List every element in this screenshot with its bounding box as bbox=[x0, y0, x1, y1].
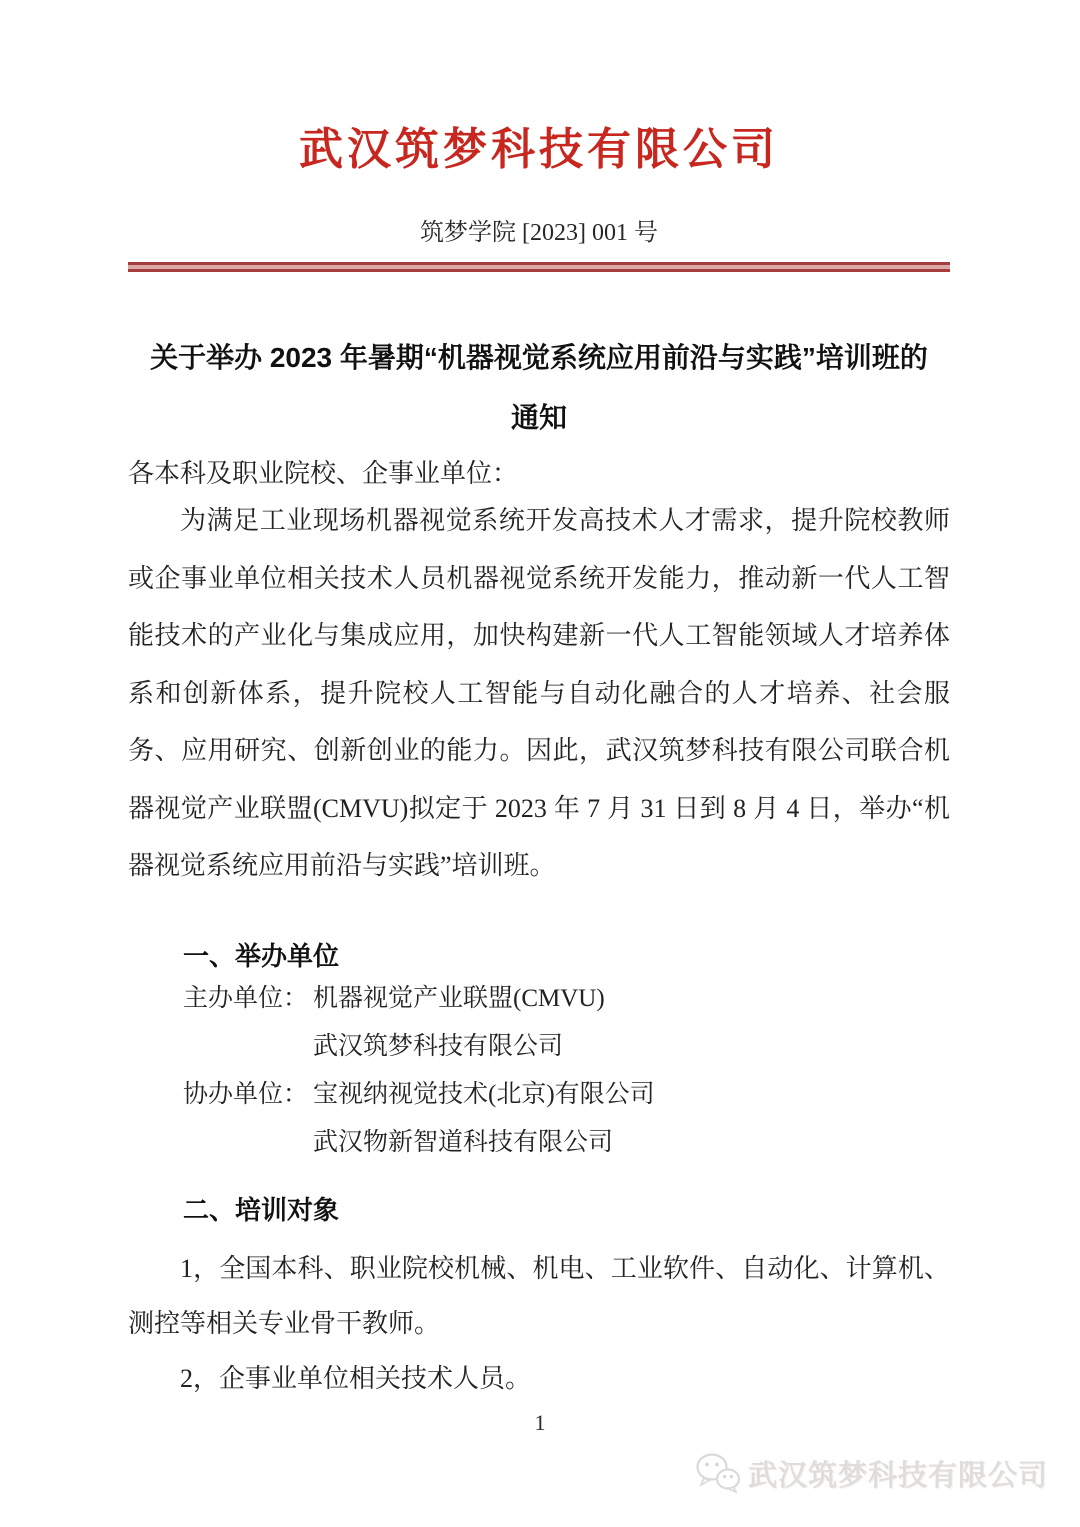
audience-items bbox=[128, 1241, 950, 1406]
notice-title bbox=[128, 328, 950, 448]
organizer-row-cohost bbox=[128, 1071, 950, 1119]
organizer-value: 武汉筑梦科技有限公司 bbox=[313, 1032, 564, 1060]
audience-item-1: 1，全国本科、职业院校机械、机电、工业软件、自动化、计算机、测控等相关专业骨干教师。 bbox=[128, 1253, 950, 1338]
page-number: 1 bbox=[534, 1410, 546, 1435]
letterhead-divider-rule bbox=[128, 262, 950, 272]
section-heading-audience: 二、培训对象 bbox=[183, 1194, 340, 1225]
organizer-row-cohost-2 bbox=[128, 1119, 950, 1167]
letterhead-company-name: 武汉筑梦科技有限公司 bbox=[299, 125, 779, 174]
organizer-label: 协办单位： bbox=[183, 1080, 309, 1108]
watermark-company-name: 武汉筑梦科技有限公司 bbox=[747, 1459, 1048, 1492]
organizer-row-host bbox=[128, 975, 950, 1023]
notice-title-line1: 关于举办 2023 年暑期“机器视觉系统应用前沿与实践”培训班的 bbox=[150, 342, 928, 373]
audience-item-2: 2，企事业单位相关技术人员。 bbox=[180, 1363, 532, 1393]
organizer-row-host-2 bbox=[128, 1023, 950, 1071]
salutation: 各本科及职业院校、企事业单位： bbox=[128, 459, 519, 488]
notice-title-line2: 通知 bbox=[510, 402, 567, 433]
wechat-icon bbox=[694, 1452, 742, 1494]
organizer-value: 武汉物新智道科技有限公司 bbox=[313, 1128, 614, 1156]
letterhead-doc-number: 筑梦学院 [2023] 001 号 bbox=[420, 220, 658, 246]
section-heading-organizers: 一、举办单位 bbox=[183, 940, 340, 971]
intro-paragraph: 为满足工业现场机器视觉系统开发高技术人才需求，提升院校教师或企事业单位相关技术人员机器视觉系统开发能力，推动新一代人工智能技术的产业化与集成应用，加快构建新一代人工智能领域人才培养体系和创新体系，提升院校人工智能与自动化融合的人才培养、社会服务、应用研究、创新创业的能力。因此，武汉筑梦科技有限公司联合机器视觉产业联盟(CMVU)拟定于 2023 年 7 月 31 日到 8 月 4 日，举办“机器视觉系统应用前沿与实践”培训班。 bbox=[128, 506, 950, 880]
organizer-value: 宝视纳视觉技术(北京)有限公司 bbox=[313, 1080, 655, 1108]
footer-watermark bbox=[694, 1452, 1048, 1494]
organizer-value: 机器视觉产业联盟(CMVU) bbox=[313, 984, 605, 1012]
organizer-rows bbox=[128, 975, 950, 1167]
organizer-label: 主办单位： bbox=[183, 984, 309, 1012]
